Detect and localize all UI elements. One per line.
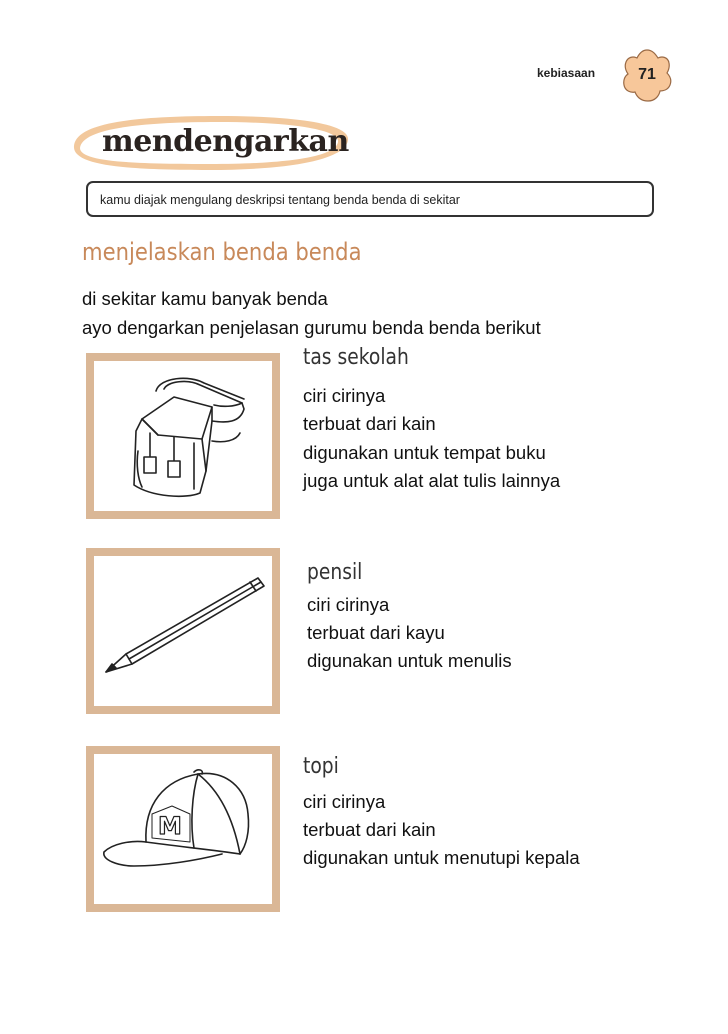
pencil-image-frame	[86, 548, 280, 714]
cap-image-frame	[86, 746, 280, 912]
item-line: digunakan untuk menutupi kepala	[303, 847, 580, 868]
chapter-label: kebiasaan	[537, 66, 596, 80]
item-line: terbuat dari kain	[303, 413, 436, 434]
backpack-image-frame	[86, 353, 280, 519]
instruction-text: kamu diajak mengulang deskripsi tentang benda benda di sekitar	[100, 193, 460, 207]
backpack-icon	[94, 361, 272, 511]
intro-line: ayo dengarkan penjelasan gurumu benda benda berikut	[82, 317, 541, 338]
page-number: 71	[638, 66, 656, 83]
instruction-box	[86, 181, 654, 217]
item-line: digunakan untuk menulis	[307, 650, 512, 671]
item-line: digunakan untuk tempat buku	[303, 442, 546, 463]
lesson-title: menjelaskan benda benda	[82, 238, 362, 266]
item-title: topi	[303, 754, 339, 779]
cap-letter: M	[158, 812, 182, 840]
item-line: juga untuk alat alat tulis lainnya	[303, 470, 561, 491]
item-line: ciri cirinya	[303, 385, 386, 406]
section-title: mendengarkan	[102, 124, 349, 159]
item-line: terbuat dari kain	[303, 819, 436, 840]
item-line: ciri cirinya	[303, 791, 386, 812]
item-line: terbuat dari kayu	[307, 622, 445, 643]
item-title: tas sekolah	[303, 345, 409, 370]
cap-icon	[94, 754, 272, 904]
page-number-badge	[620, 46, 674, 106]
intro-line: di sekitar kamu banyak benda	[82, 288, 328, 309]
pencil-icon	[94, 556, 272, 706]
section-banner	[68, 112, 352, 174]
item-line: ciri cirinya	[307, 594, 390, 615]
item-title: pensil	[307, 560, 363, 585]
